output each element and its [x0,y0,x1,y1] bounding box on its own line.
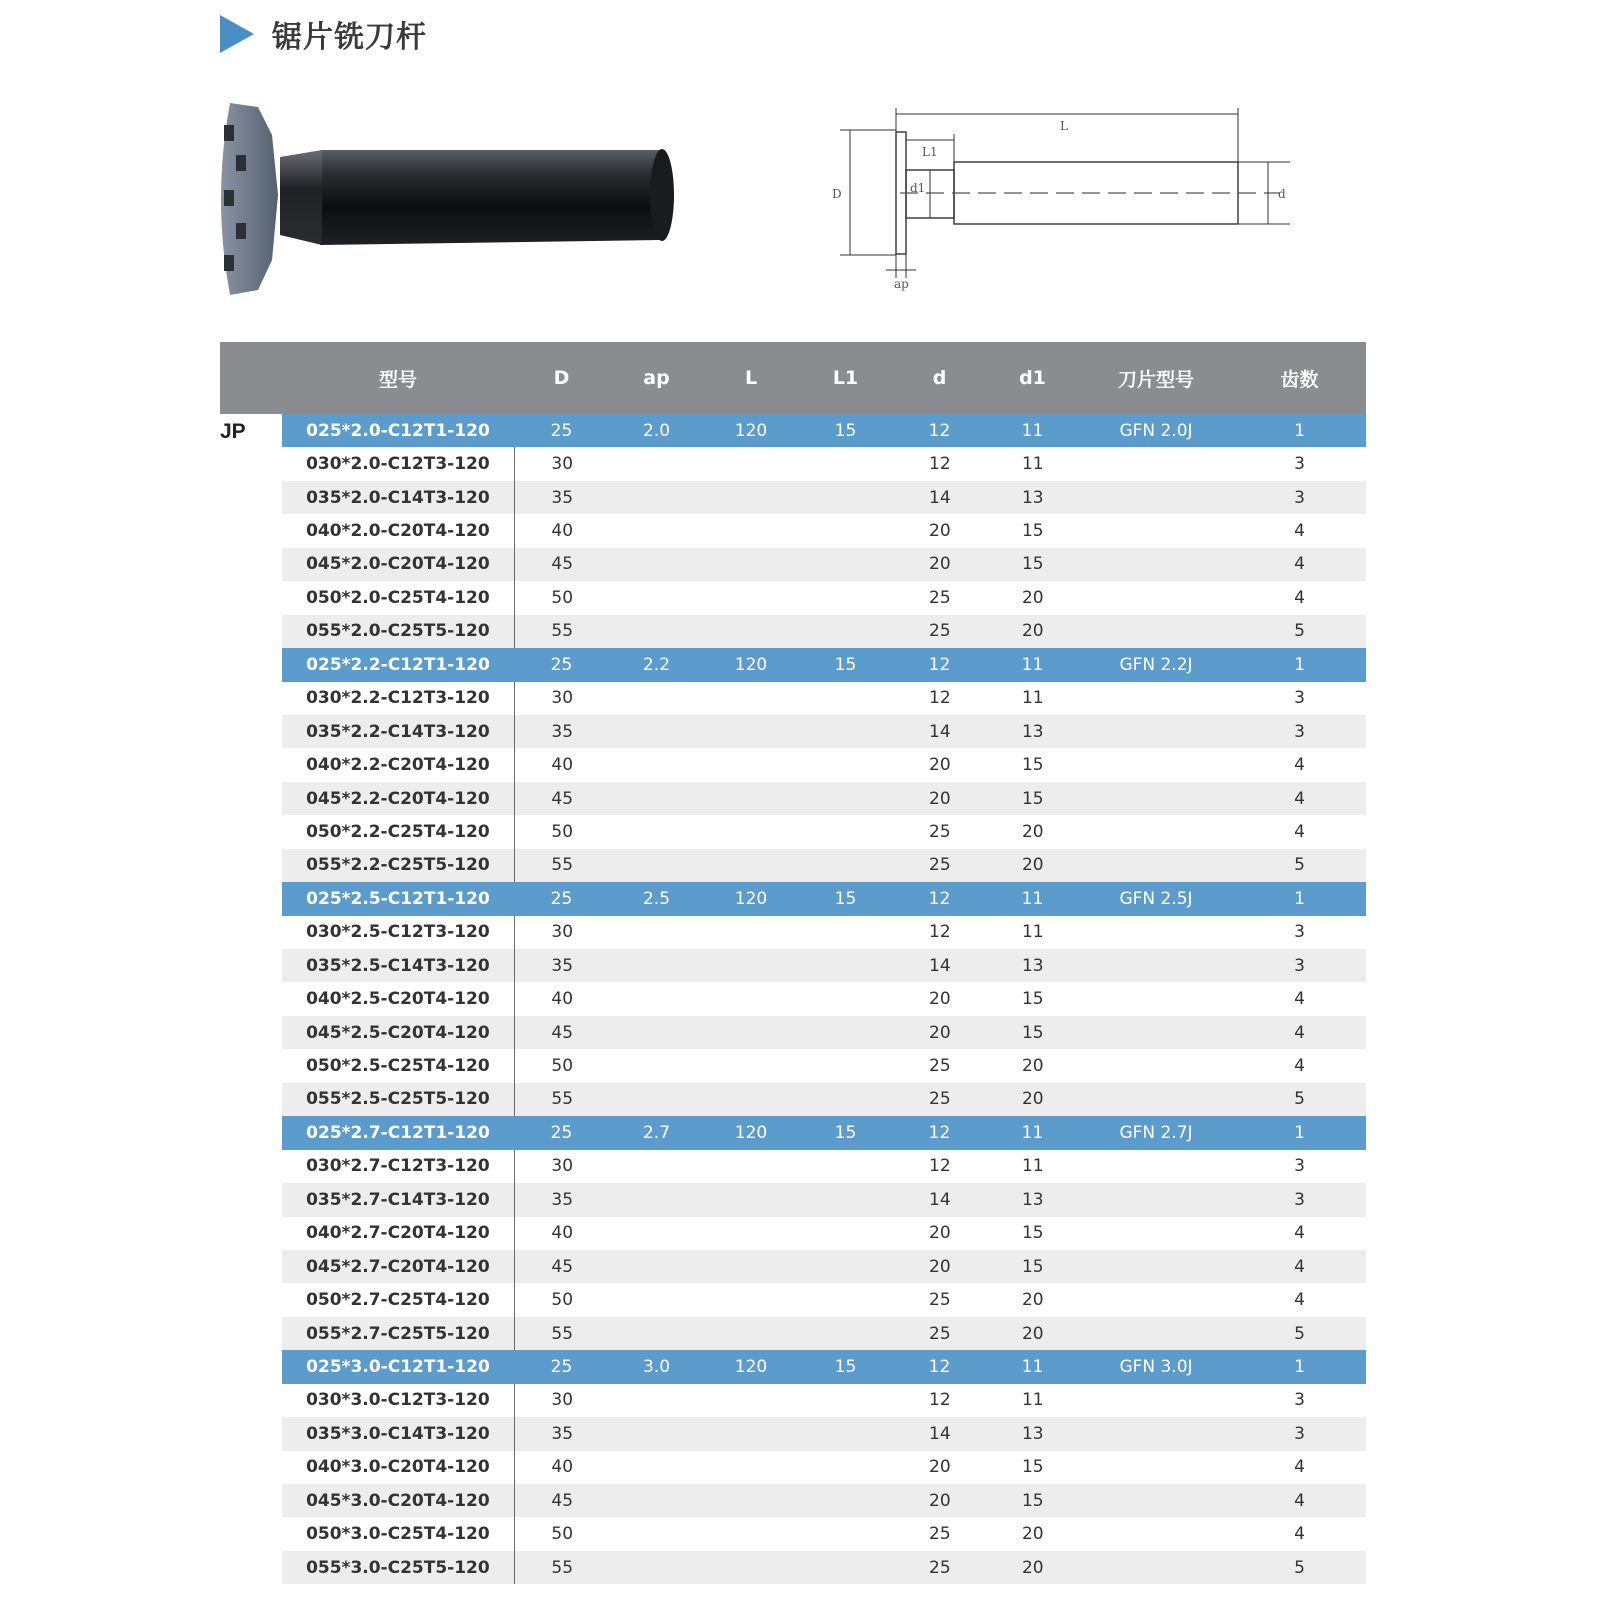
cell-teeth: 5 [1294,1557,1305,1578]
cell-d1: 11 [1021,654,1044,675]
cell-d: 20 [929,1457,951,1478]
cell-ap: 2.5 [642,888,671,909]
cell-D: 45 [551,788,574,809]
cell-d1: 20 [1021,1524,1044,1545]
cell-teeth: 4 [1294,1524,1305,1545]
table-row [282,815,1366,848]
cell-d: 12 [929,922,951,943]
table-row [282,481,1366,514]
table-row [282,1384,1366,1417]
cell-d1: 15 [1021,788,1044,809]
cell-d: 25 [929,1089,951,1110]
drawing-label-d1: d1 [910,181,926,195]
table-row [282,748,1366,781]
cell-d1: 20 [1021,1323,1044,1344]
cell-D: 30 [551,922,574,943]
table-row [282,548,1366,581]
table-row [282,1116,1366,1149]
cell-d: 20 [929,1022,951,1043]
table-row [282,1250,1366,1283]
cell-model: 035*3.0-C14T3-120 [282,1417,515,1450]
cell-teeth: 1 [1294,1356,1305,1377]
cell-teeth: 4 [1294,755,1305,776]
table-row [282,1484,1366,1517]
cell-D: 40 [551,755,574,776]
cell-L1: 15 [834,888,857,909]
cell-teeth: 4 [1294,521,1305,542]
cell-D: 55 [551,1323,574,1344]
table-row [282,514,1366,547]
table-row [282,1083,1366,1116]
cell-d: 20 [929,554,951,575]
cell-d1: 13 [1021,721,1044,742]
table-row [282,1451,1366,1484]
cell-d1: 15 [1021,989,1044,1010]
cell-D: 40 [551,1223,574,1244]
cell-d1: 15 [1021,1490,1044,1511]
table-row [282,414,1366,447]
cell-d1: 13 [1021,487,1044,508]
cell-model: 045*2.0-C20T4-120 [282,548,515,581]
cell-model: 045*3.0-C20T4-120 [282,1484,515,1517]
cell-d: 20 [929,788,951,809]
table-row [282,648,1366,681]
cell-d: 12 [929,1390,951,1411]
cell-model: 045*2.7-C20T4-120 [282,1250,515,1283]
table-row [282,849,1366,882]
cell-teeth: 3 [1294,1423,1305,1444]
cell-teeth: 1 [1294,420,1305,441]
cell-L: 120 [734,888,768,909]
cell-d: 25 [929,1557,951,1578]
cell-D: 30 [551,1156,574,1177]
page-title-row [220,12,427,56]
cell-model: 040*2.2-C20T4-120 [282,748,515,781]
spec-table [220,342,1366,1578]
cell-d1: 11 [1021,1356,1044,1377]
cell-ap: 2.0 [642,420,671,441]
cell-model: 035*2.7-C14T3-120 [282,1183,515,1216]
cell-model: 040*2.0-C20T4-120 [282,514,515,547]
cell-d: 25 [929,821,951,842]
cell-model: 025*2.0-C12T1-120 [306,420,490,441]
cell-teeth: 4 [1294,989,1305,1010]
cell-D: 40 [551,989,574,1010]
cell-model: 040*2.7-C20T4-120 [282,1217,515,1250]
cell-d: 12 [928,654,951,675]
cell-model: 055*3.0-C25T5-120 [282,1551,515,1584]
cell-d1: 13 [1021,1423,1044,1444]
table-row [282,1551,1366,1584]
cell-d: 25 [929,1323,951,1344]
cell-d1: 15 [1021,521,1044,542]
table-row [282,1417,1366,1450]
cell-teeth: 5 [1294,1089,1305,1110]
cell-d1: 11 [1021,688,1044,709]
play-arrow-icon [220,15,254,53]
cell-d1: 15 [1021,1457,1044,1478]
cell-d1: 13 [1021,1189,1044,1210]
cell-model: 045*2.2-C20T4-120 [282,782,515,815]
cell-model: 045*2.5-C20T4-120 [282,1016,515,1049]
cell-D: 35 [551,955,574,976]
table-row [282,581,1366,614]
cell-d1: 11 [1021,454,1044,475]
cell-blade: GFN 3.0J [1119,1356,1193,1377]
cell-d: 12 [929,454,951,475]
cell-teeth: 3 [1294,1390,1305,1411]
cell-L1: 15 [834,1122,857,1143]
cell-d1: 15 [1021,1223,1044,1244]
cell-D: 35 [551,721,574,742]
cell-D: 25 [550,420,573,441]
cell-d: 12 [929,1156,951,1177]
cell-teeth: 4 [1294,1056,1305,1077]
cell-D: 25 [550,888,573,909]
cell-d: 25 [929,855,951,876]
cell-ap: 2.7 [642,1122,671,1143]
cell-teeth: 3 [1294,955,1305,976]
cell-d: 20 [929,521,951,542]
table-row [282,1183,1366,1216]
cell-ap: 2.2 [642,654,671,675]
cell-teeth: 1 [1294,1122,1305,1143]
table-row [282,615,1366,648]
cell-d1: 15 [1021,1256,1044,1277]
cell-model: 050*3.0-C25T4-120 [282,1517,515,1550]
table-row [282,782,1366,815]
cell-teeth: 4 [1294,1256,1305,1277]
cell-d: 14 [929,1423,951,1444]
table-row [282,982,1366,1015]
cell-d: 12 [928,1122,951,1143]
cell-teeth: 4 [1294,1223,1305,1244]
cell-teeth: 4 [1294,788,1305,809]
table-row [282,916,1366,949]
cell-D: 55 [551,855,574,876]
col-header-L: L [744,367,758,389]
cell-d1: 15 [1021,1022,1044,1043]
cell-d1: 20 [1021,821,1044,842]
cell-D: 50 [551,1524,574,1545]
cell-d1: 11 [1021,420,1044,441]
cell-d: 14 [929,487,951,508]
col-header-L1: L1 [832,367,859,389]
cell-model: 040*2.5-C20T4-120 [282,982,515,1015]
cell-D: 45 [551,554,574,575]
cell-D: 45 [551,1022,574,1043]
cell-model: 030*2.2-C12T3-120 [282,682,515,715]
cell-L1: 15 [834,654,857,675]
cell-teeth: 4 [1294,1457,1305,1478]
col-header-model: 型号 [378,368,417,391]
drawing-label-d: d [1278,187,1286,201]
cell-D: 35 [551,487,574,508]
cell-D: 55 [551,1089,574,1110]
cell-D: 25 [550,654,573,675]
cell-L: 120 [734,654,768,675]
table-row [282,1150,1366,1183]
cell-model: 035*2.5-C14T3-120 [282,949,515,982]
cell-L: 120 [734,1356,768,1377]
cell-teeth: 4 [1294,821,1305,842]
cell-D: 25 [550,1356,573,1377]
cell-model: 025*3.0-C12T1-120 [306,1356,490,1377]
cell-d: 14 [929,721,951,742]
cell-model: 055*2.0-C25T5-120 [282,615,515,648]
cell-d: 12 [928,420,951,441]
table-row [282,1283,1366,1316]
col-header-teeth: 齿数 [1280,368,1319,391]
cell-D: 55 [551,621,574,642]
col-header-D: D [553,367,570,389]
cell-D: 45 [551,1490,574,1511]
cell-D: 25 [550,1122,573,1143]
cell-d1: 11 [1021,922,1044,943]
table-row [282,1217,1366,1250]
col-header-d1: d1 [1019,367,1046,389]
cell-model: 035*2.2-C14T3-120 [282,715,515,748]
cell-d: 25 [929,587,951,608]
cell-d1: 11 [1021,1390,1044,1411]
cell-teeth: 5 [1294,621,1305,642]
cell-model: 055*2.2-C25T5-120 [282,849,515,882]
cell-teeth: 4 [1294,1290,1305,1311]
cell-d: 25 [929,1524,951,1545]
cell-d1: 13 [1021,955,1044,976]
cell-d: 14 [929,955,951,976]
cell-d: 20 [929,755,951,776]
cell-model: 025*2.7-C12T1-120 [306,1122,490,1143]
cell-model: 025*2.2-C12T1-120 [306,654,490,675]
cell-ap: 3.0 [642,1356,671,1377]
cell-D: 55 [551,1557,574,1578]
cell-L1: 15 [834,1356,857,1377]
table-row [282,682,1366,715]
cell-model: 050*2.7-C25T4-120 [282,1283,515,1316]
col-header-ap: ap [643,367,670,389]
drawing-label-ap: ap [894,277,909,291]
cell-d1: 11 [1021,1122,1044,1143]
cell-model: 040*3.0-C20T4-120 [282,1451,515,1484]
cell-d: 20 [929,989,951,1010]
cell-D: 35 [551,1189,574,1210]
drawing-label-L1: L1 [922,145,938,159]
cell-model: 035*2.0-C14T3-120 [282,481,515,514]
cell-teeth: 1 [1294,654,1305,675]
cell-model: 050*2.0-C25T4-120 [282,581,515,614]
cell-model: 030*2.5-C12T3-120 [282,916,515,949]
cell-teeth: 4 [1294,587,1305,608]
cell-teeth: 4 [1294,1022,1305,1043]
cell-d1: 11 [1021,888,1044,909]
cell-model: 025*2.5-C12T1-120 [306,888,490,909]
table-body [282,414,1366,1584]
cell-teeth: 4 [1294,554,1305,575]
cell-blade: GFN 2.2J [1119,654,1193,675]
table-row [282,882,1366,915]
cell-blade: GFN 2.0J [1119,420,1193,441]
cell-model: 030*2.0-C12T3-120 [282,447,515,480]
cell-d: 20 [929,1490,951,1511]
table-row [282,1517,1366,1550]
cell-d1: 20 [1021,1290,1044,1311]
cell-d1: 11 [1021,1156,1044,1177]
cell-d: 12 [928,1356,951,1377]
cell-D: 50 [551,587,574,608]
cell-D: 40 [551,521,574,542]
product-image [210,95,700,310]
cell-teeth: 3 [1294,454,1305,475]
table-header [220,342,1366,414]
cell-d: 12 [929,688,951,709]
cell-teeth: 3 [1294,1189,1305,1210]
cell-D: 40 [551,1457,574,1478]
table-row [282,949,1366,982]
group-label: JP [220,420,246,443]
cell-teeth: 3 [1294,1156,1305,1177]
table-row [282,1016,1366,1049]
cell-d: 20 [929,1223,951,1244]
cell-model: 055*2.5-C25T5-120 [282,1083,515,1116]
cell-model: 030*3.0-C12T3-120 [282,1384,515,1417]
cell-D: 50 [551,1290,574,1311]
cell-d: 25 [929,621,951,642]
table-row [282,715,1366,748]
cell-D: 35 [551,1423,574,1444]
cell-teeth: 5 [1294,855,1305,876]
drawing-label-L: L [1060,119,1068,133]
cell-D: 50 [551,1056,574,1077]
cell-d1: 20 [1021,1089,1044,1110]
page-title: 锯片铣刀杆 [272,20,427,55]
cell-d1: 20 [1021,587,1044,608]
table-row [282,1317,1366,1350]
cell-teeth: 4 [1294,1490,1305,1511]
cell-D: 30 [551,688,574,709]
table-row [282,1049,1366,1082]
cell-L: 120 [734,420,768,441]
table-row [282,1350,1366,1383]
cell-L: 120 [734,1122,768,1143]
cell-model: 030*2.7-C12T3-120 [282,1150,515,1183]
cell-D: 50 [551,821,574,842]
cell-D: 45 [551,1256,574,1277]
cell-blade: GFN 2.7J [1119,1122,1193,1143]
cell-teeth: 3 [1294,487,1305,508]
cell-d1: 20 [1021,855,1044,876]
col-header-blade: 刀片型号 [1117,368,1194,391]
drawing-label-D: D [832,187,842,201]
cell-D: 30 [551,1390,574,1411]
cell-d1: 15 [1021,755,1044,776]
cell-d: 25 [929,1290,951,1311]
cell-d1: 20 [1021,1557,1044,1578]
cell-model: 050*2.5-C25T4-120 [282,1049,515,1082]
cell-model: 050*2.2-C25T4-120 [282,815,515,848]
col-header-d: d [932,367,947,389]
cell-teeth: 3 [1294,922,1305,943]
cell-teeth: 5 [1294,1323,1305,1344]
dimension-drawing [832,100,1330,300]
cell-model: 055*2.7-C25T5-120 [282,1317,515,1350]
cell-teeth: 3 [1294,688,1305,709]
cell-d1: 15 [1021,554,1044,575]
cell-blade: GFN 2.5J [1119,888,1193,909]
cell-d1: 20 [1021,1056,1044,1077]
cell-d: 12 [928,888,951,909]
cell-d1: 20 [1021,621,1044,642]
cell-teeth: 1 [1294,888,1305,909]
table-row [282,447,1366,480]
cell-d: 20 [929,1256,951,1277]
cell-D: 30 [551,454,574,475]
cell-d: 25 [929,1056,951,1077]
cell-L1: 15 [834,420,857,441]
cell-teeth: 3 [1294,721,1305,742]
cell-d: 14 [929,1189,951,1210]
